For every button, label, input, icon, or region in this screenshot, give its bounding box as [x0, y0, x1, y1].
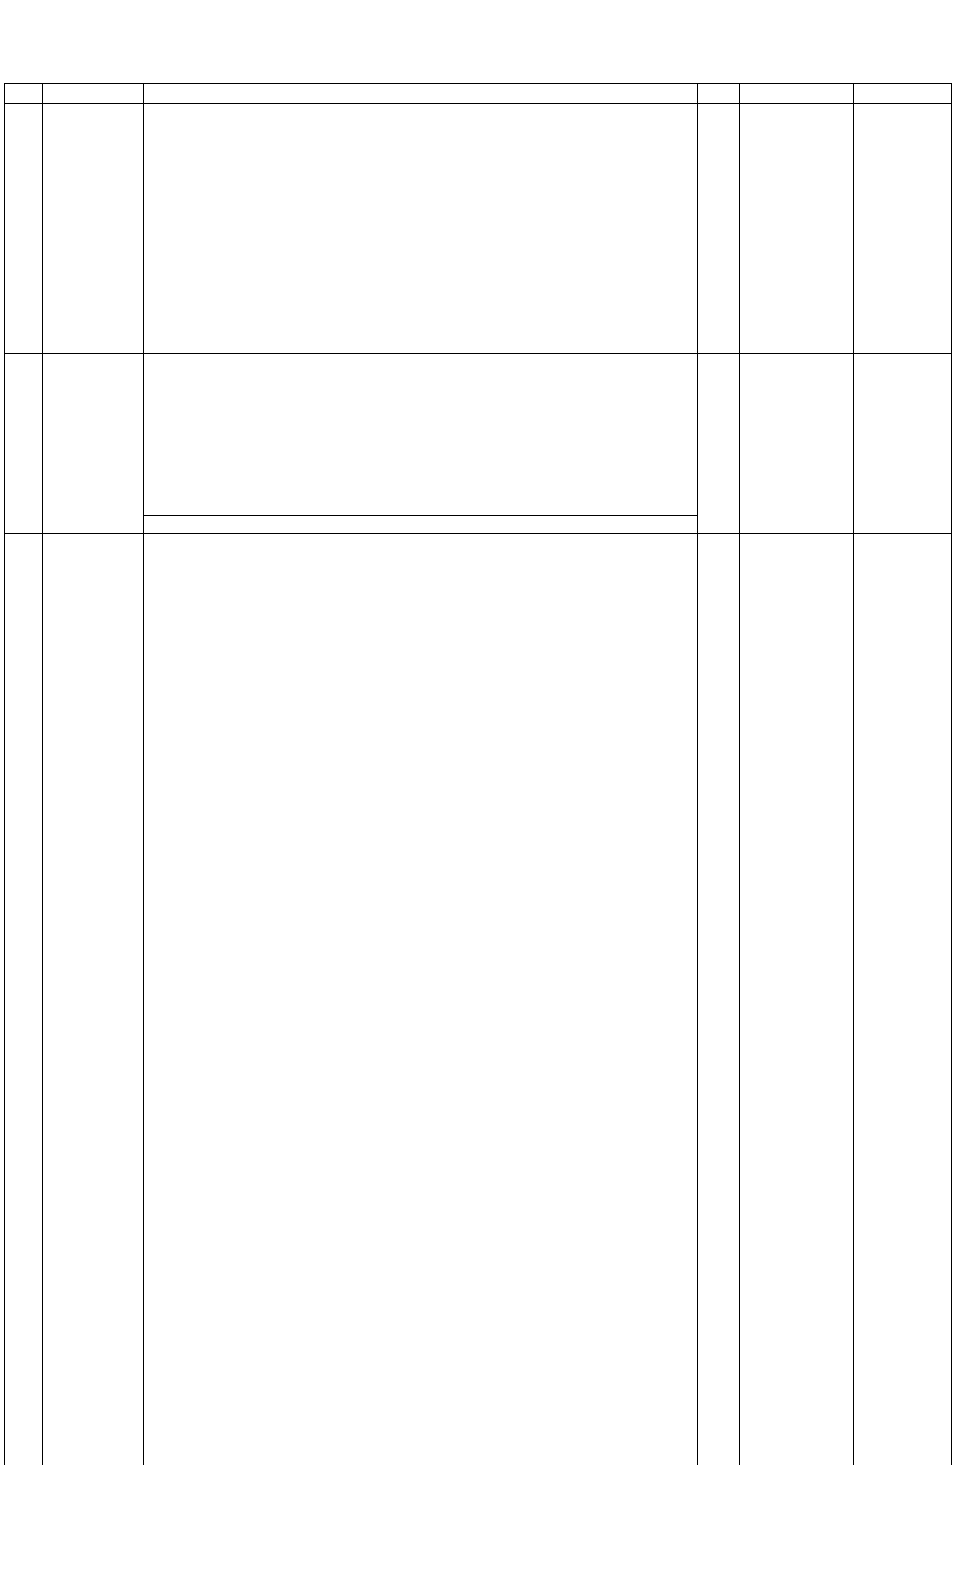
razem-row-1 [0, 335, 960, 353]
col-border-left [4, 83, 5, 1465]
table-header-bottom-border [4, 103, 952, 104]
pos70-note-1 [0, 479, 960, 497]
razem-row-2 [0, 515, 960, 533]
col-border-right [951, 83, 952, 1465]
col-border-jm [739, 83, 740, 1465]
pos70-calc-1 [0, 426, 960, 444]
pos71-row-2 [0, 552, 960, 570]
table-top-border [4, 83, 952, 84]
col-border-opis [697, 83, 698, 1465]
pos70-calc-3 [0, 462, 960, 480]
section-top-border [4, 353, 952, 354]
pos70-row-3 [0, 409, 960, 427]
col-border-podstawa [143, 83, 144, 1465]
pos71-row [0, 534, 960, 552]
pos70-calc-2 [0, 444, 960, 462]
pos71-row-3 [0, 570, 960, 588]
section-row [0, 355, 960, 373]
pos70-row [0, 373, 960, 391]
col-border-lp [42, 83, 43, 1465]
col-border-poszcz [853, 83, 854, 1465]
pos70-row-2 [0, 391, 960, 409]
pos70-note-2 [0, 497, 960, 515]
